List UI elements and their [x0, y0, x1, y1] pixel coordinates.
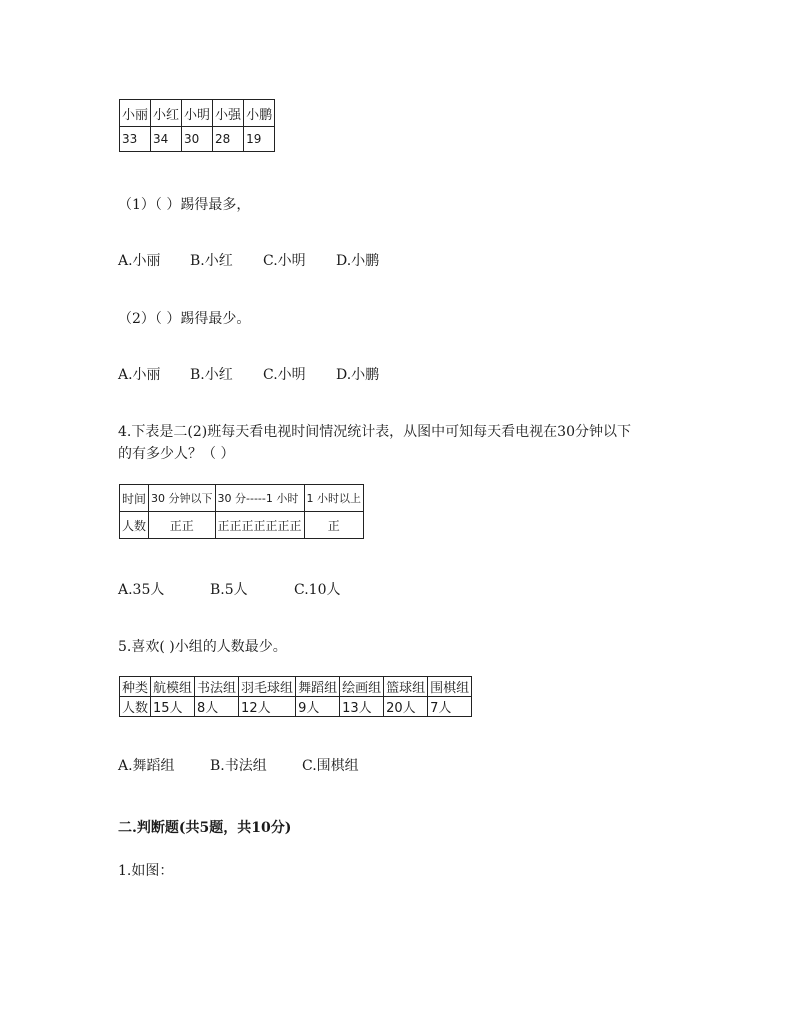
table-cell: 34: [151, 127, 182, 152]
table-cell: 小鹏: [244, 100, 275, 127]
table-cell: 12人: [239, 697, 296, 717]
option-d[interactable]: D.小鹏: [336, 367, 380, 383]
table-cell: 篮球组: [384, 677, 428, 697]
table-cell: 15人: [151, 697, 195, 717]
option-a[interactable]: A.舞蹈组: [118, 758, 175, 774]
question-5-options: [118, 757, 359, 775]
table-cell: 7人: [428, 697, 472, 717]
question-5-prompt: 5.喜欢( )小组的人数最少。: [118, 639, 287, 655]
option-a[interactable]: A.35人: [118, 582, 165, 598]
question-4-line2: 的有多少人？（ ）: [118, 446, 235, 462]
interest-group-value-row: [120, 697, 472, 717]
table-cell: 9人: [296, 697, 340, 717]
question-4-options: [118, 581, 340, 599]
table-cell: 绘画组: [340, 677, 384, 697]
table-cell: 书法组: [195, 677, 239, 697]
table-cell: 28: [213, 127, 244, 152]
tv-time-table: [119, 484, 364, 539]
table-cell: 时间: [120, 485, 149, 512]
section-2-question-1: 1.如图：: [118, 863, 174, 879]
table-cell: 人数: [120, 512, 149, 539]
interest-group-table: [119, 676, 472, 717]
question-3-2-options: [118, 366, 379, 384]
table-cell: 30 分-----1 小时: [215, 485, 304, 512]
table-cell: 航模组: [151, 677, 195, 697]
table-cell: 正正: [149, 512, 216, 539]
table-cell: 30: [182, 127, 213, 152]
table-cell: 19: [244, 127, 275, 152]
table-cell: 羽毛球组: [239, 677, 296, 697]
tv-time-value-row: [120, 512, 364, 539]
question-4-line1: 4.下表是二(2)班每天看电视时间情况统计表，从图中可知每天看电视在30分钟以下: [118, 424, 632, 440]
table-cell: 人数: [120, 697, 151, 717]
tv-time-header-row: [120, 485, 364, 512]
table-cell: 小明: [182, 100, 213, 127]
option-a[interactable]: A.小丽: [118, 367, 161, 383]
section-2-heading: 二.判断题(共5题，共10分): [118, 820, 292, 836]
option-b[interactable]: B.书法组: [210, 758, 267, 774]
option-d[interactable]: D.小鹏: [336, 253, 380, 269]
score-table-value-row: [120, 127, 275, 152]
table-cell: 1 小时以上: [304, 485, 364, 512]
option-b[interactable]: B.小红: [190, 253, 233, 269]
question-3-2-prompt: （2）（ ）踢得最少。: [118, 311, 251, 327]
table-cell: 小强: [213, 100, 244, 127]
option-c[interactable]: C.10人: [294, 582, 341, 598]
question-3-1-options: [118, 252, 379, 270]
table-cell: 正正正正正正正: [215, 512, 304, 539]
table-cell: 小红: [151, 100, 182, 127]
option-b[interactable]: B.小红: [190, 367, 233, 383]
table-cell: 正: [304, 512, 364, 539]
interest-group-header-row: [120, 677, 472, 697]
option-c[interactable]: C.小明: [263, 367, 306, 383]
option-c[interactable]: C.围棋组: [302, 758, 359, 774]
table-cell: 种类: [120, 677, 151, 697]
table-cell: 33: [120, 127, 151, 152]
table-cell: 8人: [195, 697, 239, 717]
score-table: [119, 99, 275, 152]
option-b[interactable]: B.5人: [210, 582, 248, 598]
table-cell: 围棋组: [428, 677, 472, 697]
option-a[interactable]: A.小丽: [118, 253, 161, 269]
option-c[interactable]: C.小明: [263, 253, 306, 269]
question-3-1-prompt: （1）（ ）踢得最多，: [118, 197, 251, 213]
table-cell: 舞蹈组: [296, 677, 340, 697]
score-table-header-row: [120, 100, 275, 127]
table-cell: 小丽: [120, 100, 151, 127]
table-cell: 20人: [384, 697, 428, 717]
table-cell: 30 分钟以下: [149, 485, 216, 512]
table-cell: 13人: [340, 697, 384, 717]
